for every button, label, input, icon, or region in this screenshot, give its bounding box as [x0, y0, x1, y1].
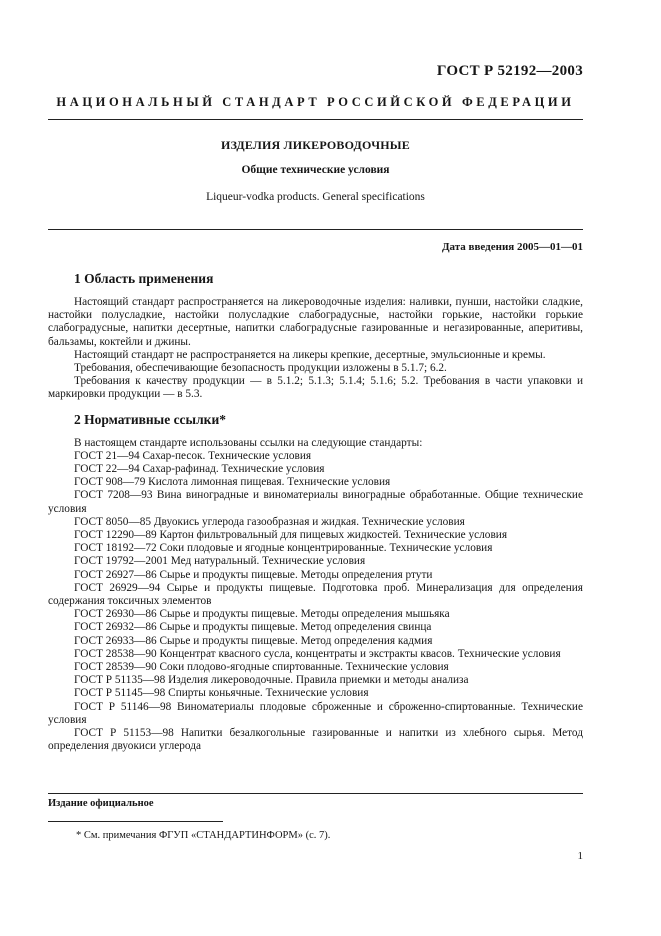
paragraph: Требования, обеспечивающие безопасность продукции изложены в 5.1.7; 6.2. — [74, 362, 447, 375]
section-heading: 2 Нормативные ссылки* — [74, 411, 226, 427]
reference-item: ГОСТ Р 51153—98 Напитки безалкогольные газированные и напитки из хлебного сырья. Метод определения двуокиси углерода — [48, 727, 583, 753]
reference-item: ГОСТ Р 51146—98 Виноматериалы плодовые сброженные и сброженно-спиртованные. Технические условия — [48, 700, 583, 726]
national-standard-banner: НАЦИОНАЛЬНЫЙ СТАНДАРТ РОССИЙСКОЙ ФЕДЕРАЦИИ — [56, 95, 575, 109]
reference-item: ГОСТ 8050—85 Двуокись углерода газообразная и жидкая. Технические условия — [74, 515, 465, 528]
reference-item: ГОСТ Р 51135—98 Изделия ликероводочные. Правила приемки и методы анализа — [74, 674, 469, 687]
paragraph: Настоящий стандарт распространяется на ликероводочные изделия: наливки, пунши, настойки сладкие, настойки полусладкие, настойки полусладкие слабоградусные, настойки горькие, настойки горькие слабоградусные, напитки десертные, напитки слабоградусные газированные и негазированные, аперитивы, бальзамы, коктейли и джины. — [48, 296, 583, 348]
document-subtitle: Общие технические условия — [241, 164, 390, 176]
paragraph: В настоящем стандарте использованы ссылки на следующие стандарты: — [74, 436, 423, 449]
document-title: ИЗДЕЛИЯ ЛИКЕРОВОДОЧНЫЕ — [221, 138, 410, 152]
official-edition-label: Издание официальное — [48, 798, 154, 809]
reference-item: ГОСТ 7208—93 Вина виноградные и виноматериалы виноградные обработанные. Общие технические условия — [48, 489, 583, 515]
reference-item: ГОСТ 26927—86 Сырье и продукты пищевые. Методы определения ртути — [74, 568, 433, 581]
document-body — [48, 270, 583, 754]
page-number: 1 — [577, 850, 583, 862]
reference-item: ГОСТ 28539—90 Соки плодово-ягодные спиртованные. Технические условия — [74, 661, 449, 674]
footnote: * См. примечания ФГУП «СТАНДАРТИНФОРМ» (с. 7). — [76, 830, 331, 841]
reference-item: ГОСТ 26929—94 Сырье и продукты пищевые. Подготовка проб. Минерализация для определения содержания токсичных элементов — [48, 581, 583, 608]
reference-item: ГОСТ 19792—2001 Мед натуральный. Технические условия — [74, 555, 366, 568]
reference-item: ГОСТ 26932—86 Сырье и продукты пищевые. Метод определения свинца — [74, 621, 432, 634]
paragraph: Настоящий стандарт не распространяется на ликеры крепкие, десертные, эмульсионные и кремы. — [74, 348, 546, 361]
reference-item: ГОСТ 22—94 Сахар-рафинад. Технические условия — [74, 463, 325, 476]
reference-item: ГОСТ 26933—86 Сырье и продукты пищевые. Метод определения кадмия — [74, 634, 433, 647]
effective-date: Дата введения 2005—01—01 — [441, 241, 583, 253]
official-divider — [48, 793, 583, 794]
english-title: Liqueur-vodka products. General specifications — [206, 191, 425, 203]
reference-item: ГОСТ 26930—86 Сырье и продукты пищевые. Методы определения мышьяка — [74, 608, 450, 621]
paragraph: Требования к качеству продукции — в 5.1.2; 5.1.3; 5.1.4; 5.1.6; 5.2. Требования в части упаковки и маркировки продукции — в 5.3. — [48, 375, 583, 401]
reference-item: ГОСТ Р 51145—98 Спирты коньячные. Технические условия — [74, 687, 369, 700]
reference-item: ГОСТ 21—94 Сахар-песок. Технические условия — [74, 449, 312, 462]
footnote-divider — [48, 821, 223, 822]
section-heading: 1 Область применения — [74, 271, 214, 286]
title-divider — [48, 229, 583, 230]
reference-item: ГОСТ 28538—90 Концентрат квасного сусла, концентраты и экстракты квасов. Технические условия — [74, 647, 561, 660]
doc-number: ГОСТ Р 52192—2003 — [436, 63, 583, 79]
reference-item: ГОСТ 12290—89 Картон фильтровальный для пищевых жидкостей. Технические условия — [74, 529, 508, 542]
reference-item: ГОСТ 18192—72 Соки плодовые и ягодные концентрированные. Технические условия — [74, 542, 493, 555]
reference-item: ГОСТ 908—79 Кислота лимонная пищевая. Технические условия — [74, 476, 391, 489]
top-divider — [48, 119, 583, 120]
